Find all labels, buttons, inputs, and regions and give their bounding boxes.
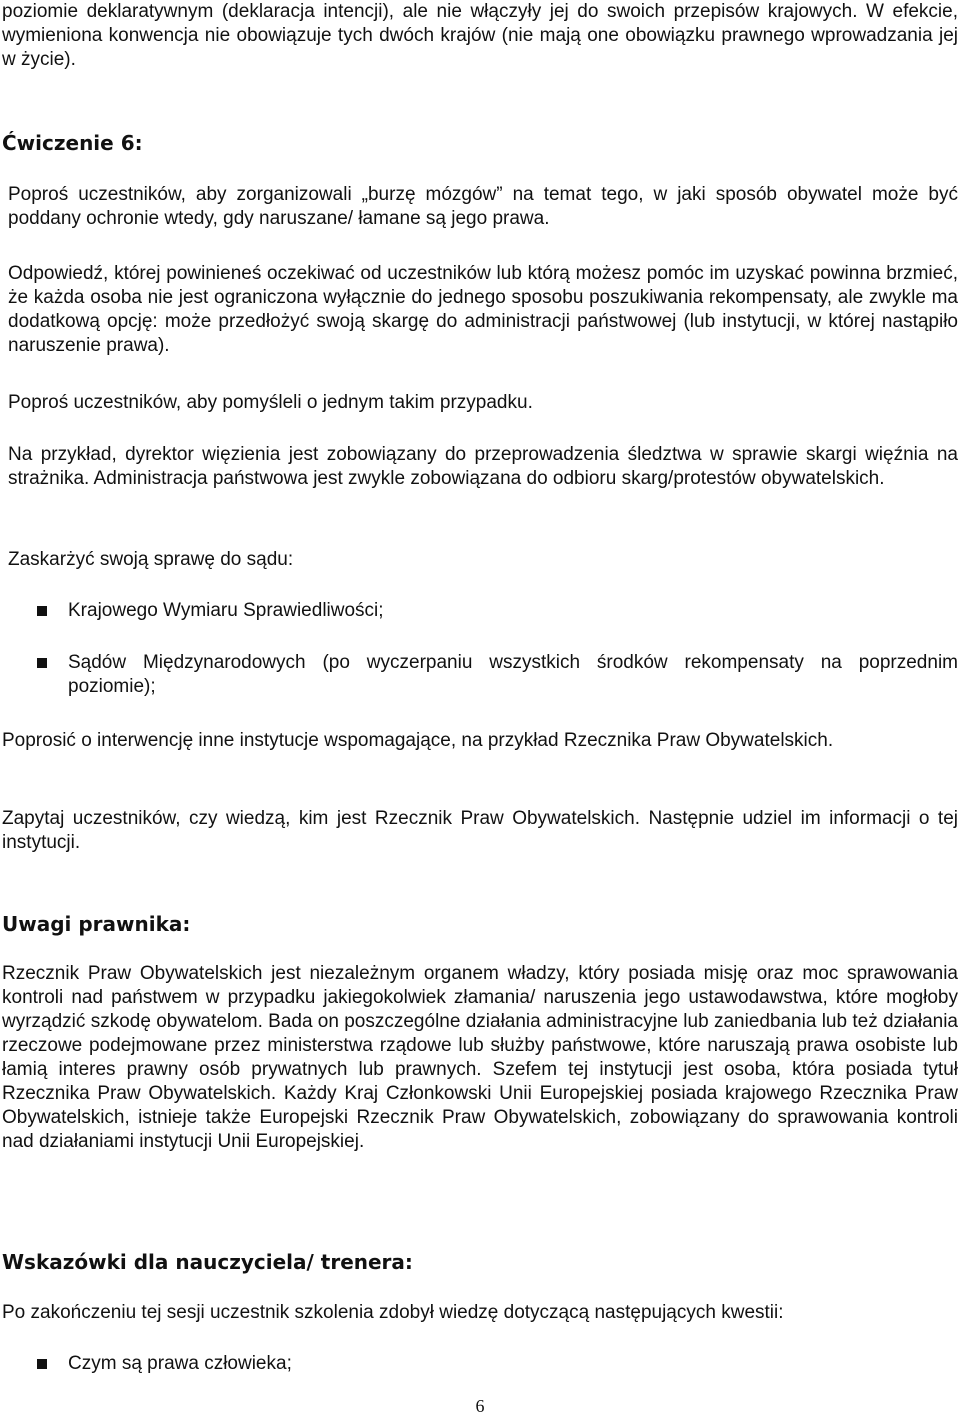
page-number: 6 xyxy=(475,1396,485,1416)
list-item-text: Czym są prawa człowieka; xyxy=(68,1353,292,1374)
lawyer-notes-paragraph: Rzecznik Praw Obywatelskich jest niezależnym organem władzy, który posiada misję oraz moc sprawowania kontroli nad państwem w przypadku jakiegokolwiek złamania/ naruszenia jego ustawodawstwa, które mogłoby wyrządzić szkodę obywatelom. Bada on poszczególne działania administracyjne lub zaniedbania lub też działania rzeczowe podejmowane przez ministerstwa rządowe lub służby państwowe, które naruszają prawa osobiste lub łamią interes prawny osób prywatnych lub prawnych. Szefem tej instytucji jest osoba, która posiada tytuł Rzecznika Praw Obywatelskich. Każdy Kraj Członkowski Unii Europejskiej posiada krajowego Rzecznika Praw Obywatelskich, istnieje także Europejski Rzecznik Praw Obywatelskich, zobowiązany do sprawowania kontroli nad działaniami instytucji Unii Europejskiej. xyxy=(2,963,958,1152)
list-item-text: Sądów Międzynarodowych (po wyczerpaniu wszystkich środków rekompensaty na poprzednim poziomie); xyxy=(68,652,958,697)
square-bullet-icon xyxy=(37,1359,47,1369)
square-bullet-icon xyxy=(37,606,47,616)
trainer-tips-intro-paragraph: Po zakończeniu tej sesji uczestnik szkolenia zdobył wiedzę dotyczącą następujących kwestii: xyxy=(2,1302,784,1323)
square-bullet-icon xyxy=(37,658,47,668)
trainer-tips-heading: Wskazówki dla nauczyciela/ trenera: xyxy=(2,1250,413,1274)
ombudsman-request-paragraph: Poprosić o interwencję inne instytucje wspomagające, na przykład Rzecznika Praw Obywatelskich. xyxy=(2,730,834,751)
appeal-intro-paragraph: Zaskarżyć swoją sprawę do sądu: xyxy=(8,549,294,570)
exercise-6-heading: Ćwiczenie 6: xyxy=(2,131,143,155)
ask-case-paragraph: Poproś uczestników, aby pomyśleli o jednym takim przypadku. xyxy=(8,392,533,413)
list-item-text: Krajowego Wymiaru Sprawiedliwości; xyxy=(68,600,384,621)
example-paragraph: Na przykład, dyrektor więzienia jest zobowiązany do przeprowadzenia śledztwa w sprawie skargi więźnia na strażnika. Administracja państwowa jest zwykle zobowiązana do odbioru skarg/protestów obywatelskich. xyxy=(8,444,958,489)
expected-answer-paragraph: Odpowiedź, której powinieneś oczekiwać od uczestników lub którą możesz pomóc im uzyskać powinna brzmieć, że każda osoba nie jest ograniczona wyłącznie do jednego sposobu poszukiwania rekompensaty, ale zwykle ma dodatkową opcję: może przedłożyć swoją skargę do administracji państwowej (lub instytucji, w której nastąpiło naruszenie prawa). xyxy=(8,263,958,356)
intro-continuation-paragraph: poziomie deklaratywnym (deklaracja intencji), ale nie włączyły jej do swoich przepisów krajowych. W efekcie, wymieniona konwencja nie obowiązuje tych dwóch krajów (nie mają one obowiązku prawnego wprowadzania jej w życie). xyxy=(2,1,958,70)
lawyer-notes-heading: Uwagi prawnika: xyxy=(2,912,191,936)
exercise-6-task-paragraph: Poproś uczestników, aby zorganizowali „burzę mózgów” na temat tego, w jaki sposób obywatel może być poddany ochronie wtedy, gdy naruszane/ łamane są jego prawa. xyxy=(8,184,958,229)
ask-ombudsman-paragraph: Zapytaj uczestników, czy wiedzą, kim jest Rzecznik Praw Obywatelskich. Następnie udziel im informacji o tej instytucji. xyxy=(2,808,958,853)
